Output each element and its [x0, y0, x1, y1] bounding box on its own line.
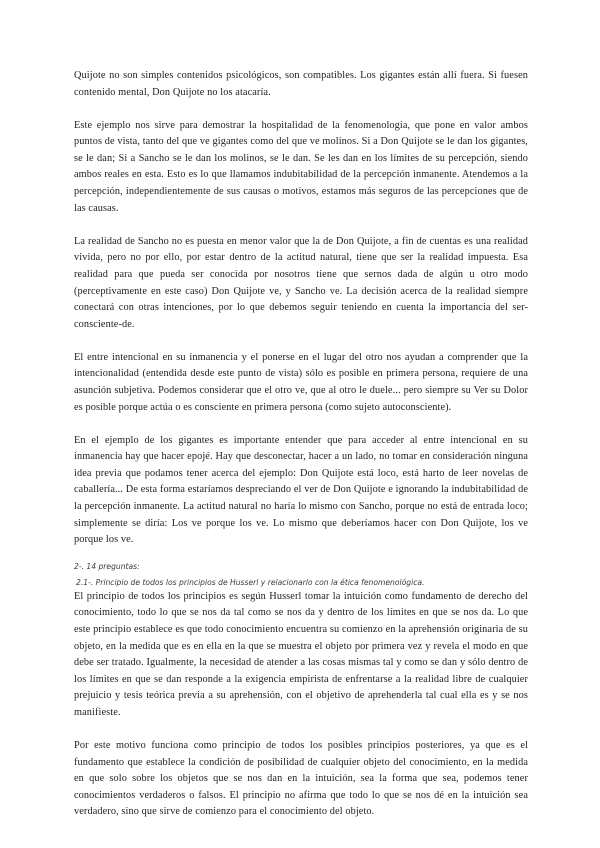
- paragraph-2: Este ejemplo nos sirve para demostrar la hospitalidad de la fenomenología, que pone en valor ambos puntos de vista, tanto del que ve gigantes como del que ve molinos. Si a Don Quijote se le dan los gigantes, se le dan; Si a Sancho se le dan los molinos, se le dan. Se les dan en los límites de su percepción, siendo ambos reales en esta. Esto es lo que llamamos indubitabilidad de la percepción inmanente. Atendemos a la percepción, independientemente de sus causas o motivos, estamos más seguros de las percepciones que de las causas.: [74, 119, 528, 214]
- document-page: [74, 68, 528, 838]
- paragraph-7: Por este motivo funciona como principio de todos los posibles principios posteriores, ya que es el fundamento que establece la condición de posibilidad de cualquier objeto del conocimiento, en la medida en que solo sobre los objetos que se nos dan en la intuición, sea la forma que sea, podemos tener conocimientos verdaderos o falsos. El principio no afirma que todo lo que se nos dé en la intuición sea verdadero, sino que sirve de comienzo para el conocimiento del objeto.: [74, 740, 528, 818]
- paragraph-4: El entre intencional en su inmanencia y el ponerse en el lugar del otro nos ayudan a comprender que la intencionalidad (entendida desde este punto de vista) sólo es posible en primera persona, requiere de una asunción subjetiva. Podemos considerar que el otro ve, que al otro le duele... pero siempre su Ver su Dolor es posible porque actúa o es consciente en primera persona (como sujeto autoconsciente).: [74, 351, 528, 413]
- paragraph-3: La realidad de Sancho no es puesta en menor valor que la de Don Quijote, a fin de cuentas es una realidad vivida, pero no por ello, por estar dentro de la actitud natural, tiene que ser la realidad impuesta. Esa realidad para que pueda ser conocida por nosotros tiene que sernos dada de algún u otro modo (perceptivamente en este caso) Don Quijote ve, y Sancho ve. La decisión acerca de la realidad siempre conectará con otras intenciones, por lo que debemos seguir teniendo en cuenta la importancia del ser-consciente-de.: [74, 235, 528, 330]
- section-heading: 2-. 14 preguntas:: [74, 561, 140, 571]
- subsection-heading: 2.1-. Principio de todos los principios de Husserl y relacionarlo con la ética fenomenológica.: [76, 577, 425, 587]
- paragraph-1: Quijote no son simples contenidos psicológicos, son compatibles. Los gigantes están allí fuera. Si fuesen contenido mental, Don Quijote no los atacaría.: [74, 70, 528, 98]
- paragraph-5: En el ejemplo de los gigantes es importante entender que para acceder al entre intencional en su inmanencia hay que hacer epojé. Hay que desconectar, hacer a un lado, no tomar en consideración ninguna idea previa que podamos tener acerca del ejemplo: Don Quijote está loco, está harto de leer novelas de caballería... De esta forma estaríamos despreciando el ver de Don Quijote e ignorando la indubitabilidad de la percepción inmanente. La actitud natural no haría lo mismo con Sancho, porque no está de entrada loco; simplemente se diría: Los ve porque los ve. Lo mismo que deberíamos hacer con Don Quijote, los ve porque los ve.: [74, 434, 528, 546]
- paragraph-6: El principio de todos los principios es según Husserl tomar la intuición como fundamento de derecho del conocimiento, todo lo que se nos da tal como se nos da y dentro de los límites en que se nos da. Lo que este principio establece es que todo conocimiento encuentra su comienzo en la aprehensión originaria de su objeto, en la medida que es en ella en la que se muestra el objeto por primera vez y revela el modo en que debe ser tratado. Igualmente, la necesidad de atender a las cosas mismas tal y como se dan y sólo dentro de los límites en que se dan responde a la exigencia empirista de enfrentarse a la realidad libre de cualquier prejuicio y tesis teórica previa a su aprehensión, con el objetivo de aprehenderla tal cual ella es y se nos manifieste.: [74, 590, 528, 718]
